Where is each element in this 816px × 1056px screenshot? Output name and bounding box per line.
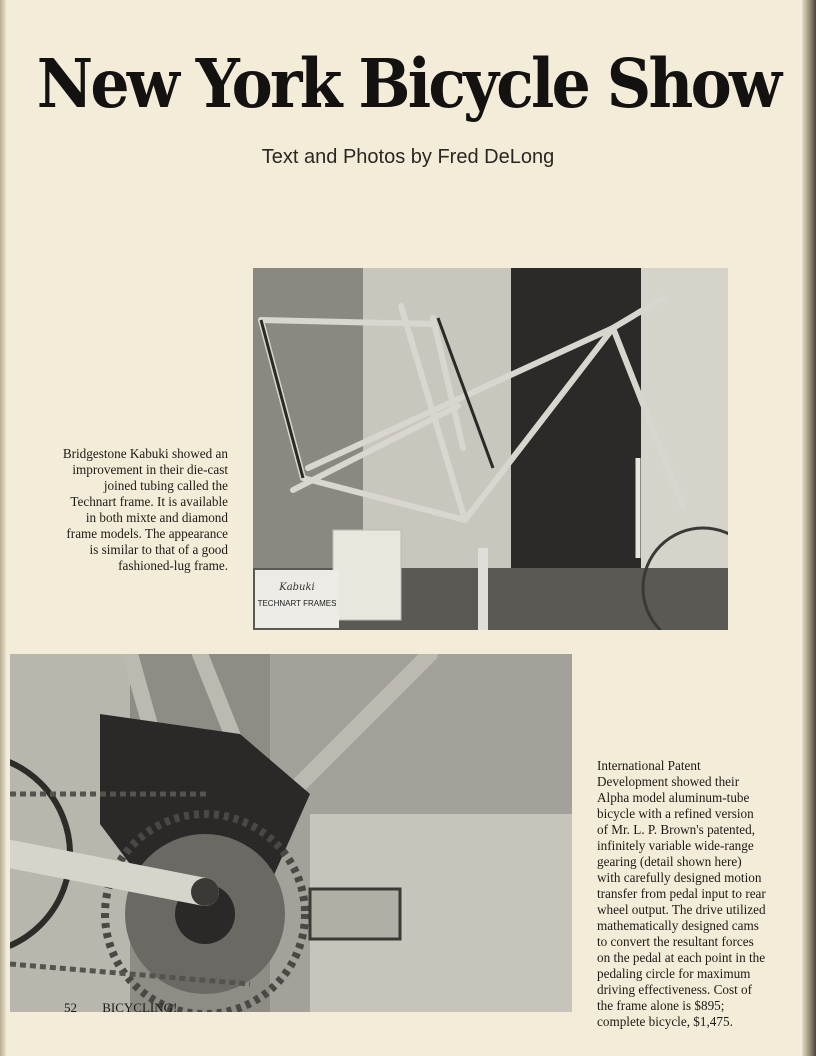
article-title: New York Bicycle Show <box>36 44 780 123</box>
magazine-name: BICYCLING! <box>102 1000 178 1015</box>
caption-drive-detail: International Patent Development showed their Alpha model aluminum-tube bicycle with a refined version of Mr. L. P. Brown's patented, infinitely variable wide-range gearing (detail shown here) with carefully designed motion transfer from pedal input to rear wheel output. The drive utilized mathematically designed cams to convert the resultant forces on the pedal at each point in the pedaling circle for maximum driving effectiveness. Cost of the frame alone is $895; complete bicycle, $1,475. <box>597 758 766 1029</box>
photo-drive-detail <box>10 654 572 1012</box>
page-footer <box>64 1000 199 1016</box>
article-byline: Text and Photos by Fred DeLong <box>261 146 555 168</box>
page-number: 52 <box>64 1000 77 1015</box>
photo-tandem-frame <box>253 268 728 630</box>
caption-tandem-frame: Bridgestone Kabuki showed an improvement in their die-cast joined tubing called the Technart frame. It is available in both mixte and diamond frame models. The appearance is similar to that of a good fashioned-lug frame. <box>62 446 228 573</box>
sign-text: TECHNART FRAMES <box>257 599 337 608</box>
tandem-frame-illustration <box>253 268 728 630</box>
drive-detail-illustration <box>10 654 572 1012</box>
sign-brand-text: Kabuki <box>279 582 315 593</box>
